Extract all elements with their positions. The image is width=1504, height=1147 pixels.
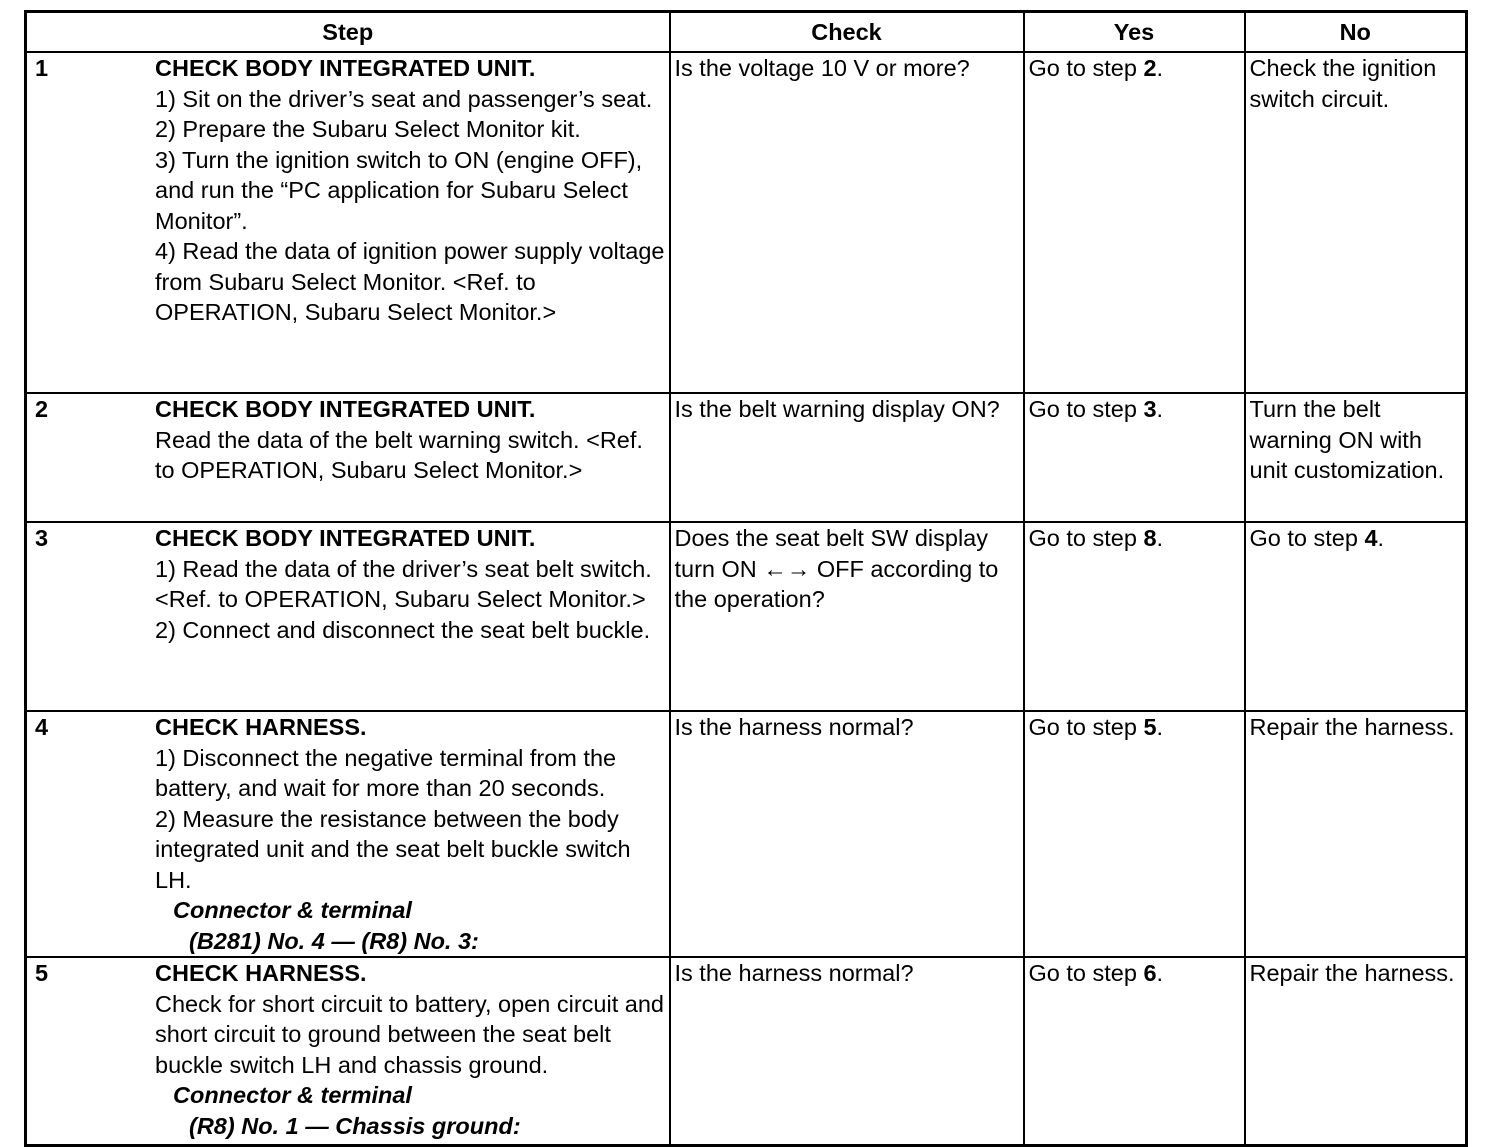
check-cell: Does the seat belt SW display turn ON ←→ OFF according to the operation?	[670, 522, 1024, 711]
step-cell	[26, 393, 670, 522]
header-yes: Yes	[1024, 12, 1245, 53]
yes-prefix: Go to step	[1028, 960, 1144, 986]
step-title: CHECK BODY INTEGRATED UNIT.	[155, 525, 536, 551]
yes-cell: Go to step 8.	[1024, 522, 1245, 711]
yes-step: 2	[1143, 55, 1157, 81]
yes-prefix: Go to step	[1028, 525, 1144, 551]
step-cell	[26, 522, 670, 711]
table-row	[26, 711, 1467, 957]
step-cell	[26, 711, 670, 957]
no-cell: Repair the harness.	[1245, 711, 1467, 957]
header-step: Step	[26, 12, 670, 53]
header-no: No	[1245, 12, 1467, 53]
connector-value: (R8) No. 1 — Chassis ground:	[189, 1112, 521, 1139]
check-cell: Is the harness normal?	[670, 711, 1024, 957]
no-cell: Go to step 4.	[1245, 522, 1467, 711]
check-cell: Is the voltage 10 V or more?	[670, 52, 1024, 393]
connector-label: Connector & terminal	[173, 1082, 412, 1108]
step-line: 2) Measure the resistance between the body integrated unit and the seat belt buckle switch LH.	[155, 805, 631, 893]
yes-step: 8	[1143, 525, 1157, 551]
yes-step: 5	[1143, 714, 1157, 740]
header-check: Check	[670, 12, 1024, 53]
step-number: 1	[35, 55, 49, 81]
step-number: 5	[35, 960, 49, 986]
step-line: 2) Prepare the Subaru Select Monitor kit.	[155, 116, 581, 142]
step-line: 1) Sit on the driver’s seat and passenger’s seat.	[155, 85, 653, 112]
yes-cell: Go to step 5.	[1024, 711, 1245, 957]
step-line: 1) Disconnect the negative terminal from the battery, and wait for more than 20 seconds.	[155, 744, 617, 801]
table-row	[26, 522, 1467, 711]
yes-prefix: Go to step	[1028, 714, 1144, 740]
yes-prefix: Go to step	[1028, 55, 1144, 81]
step-cell	[26, 52, 670, 393]
no-cell: Turn the belt warning ON with unit customization.	[1245, 393, 1467, 522]
table-row	[26, 393, 1467, 522]
step-title: CHECK HARNESS.	[155, 960, 367, 986]
step-title: CHECK HARNESS.	[155, 714, 367, 740]
step-title: CHECK BODY INTEGRATED UNIT.	[155, 55, 536, 81]
step-line: Read the data of the belt warning switch. <Ref. to OPERATION, Subaru Select Monitor.>	[155, 426, 643, 483]
yes-cell: Go to step 3.	[1024, 393, 1245, 522]
step-line: 2) Connect and disconnect the seat belt buckle.	[155, 616, 651, 643]
yes-step: 3	[1143, 396, 1157, 422]
connector-value: (B281) No. 4 — (R8) No. 3:	[189, 927, 479, 954]
check-cell: Is the belt warning display ON?	[670, 393, 1024, 522]
yes-step: 6	[1143, 960, 1157, 986]
step-line: 1) Read the data of the driver’s seat belt switch. <Ref. to OPERATION, Subaru Select Monitor.>	[155, 555, 652, 612]
step-number: 2	[35, 396, 49, 422]
yes-prefix: Go to step	[1028, 396, 1144, 422]
step-title: CHECK BODY INTEGRATED UNIT.	[155, 396, 536, 422]
no-cell: Repair the harness.	[1245, 957, 1467, 1146]
connector-label: Connector & terminal	[173, 897, 412, 923]
no-step: 4	[1364, 525, 1378, 551]
no-cell: Check the ignition switch circuit.	[1245, 52, 1467, 393]
check-cell: Is the harness normal?	[670, 957, 1024, 1146]
step-line: 4) Read the data of ignition power supply voltage from Subaru Select Monitor. <Ref. to OPERATION, Subaru Select Monitor.>	[155, 238, 665, 325]
yes-cell: Go to step 6.	[1024, 957, 1245, 1146]
step-line: Check for short circuit to battery, open circuit and short circuit to ground between the seat belt buckle switch LH and chassis ground.	[155, 990, 664, 1078]
yes-cell: Go to step 2.	[1024, 52, 1245, 393]
diagnosis-table	[24, 10, 1468, 1147]
step-number: 3	[35, 525, 49, 551]
step-cell	[26, 957, 670, 1146]
table-row	[26, 957, 1467, 1146]
header-row	[26, 12, 1467, 53]
no-prefix: Go to step	[1249, 525, 1365, 551]
table-row	[26, 52, 1467, 393]
step-number: 4	[35, 714, 49, 740]
step-line: 3) Turn the ignition switch to ON (engine OFF), and run the “PC application for Subaru Select Monitor”.	[155, 146, 643, 234]
